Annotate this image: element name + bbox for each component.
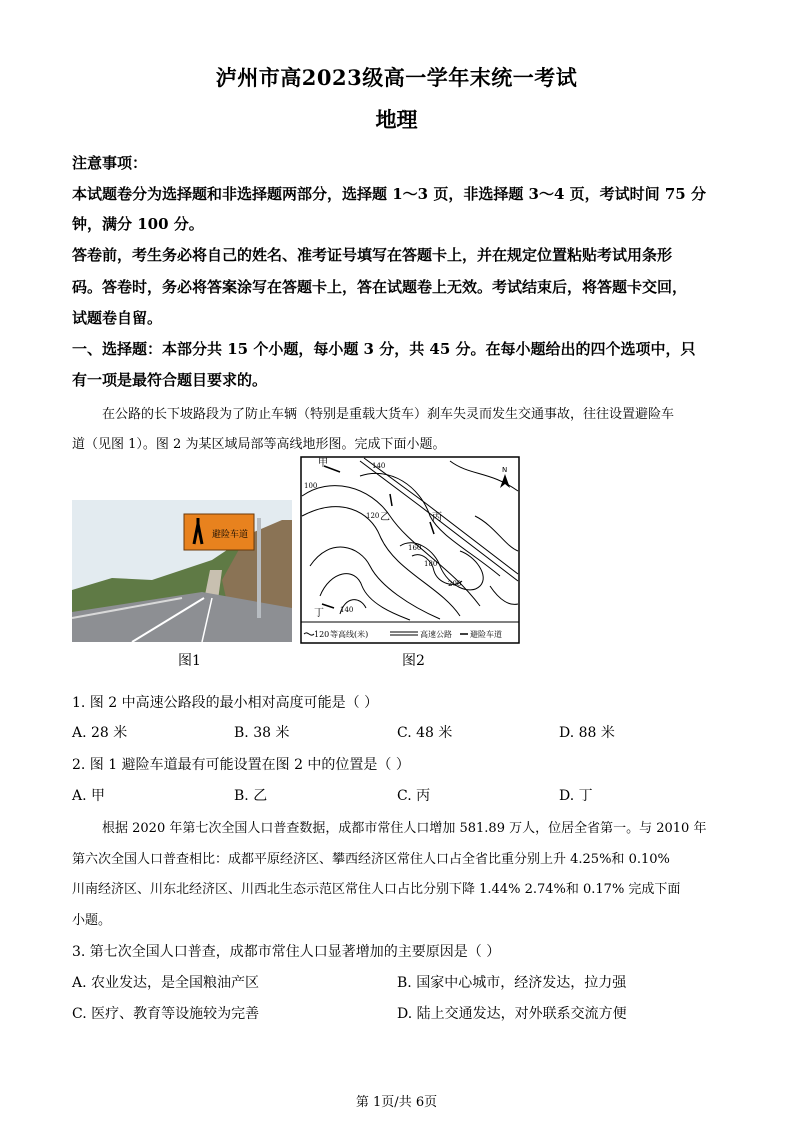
option-b[interactable]: B. 国家中心城市，经济发达，拉力强 [397,975,627,991]
contour-label: 120 [366,512,380,520]
legend-highway: 高速公路 [420,630,452,639]
notice-line: 码。答卷时，务必将答案涂写在答题卡上，答在试题卷上无效。考试结束后，将答题卡交回， [72,278,688,296]
option-d[interactable]: D. 陆上交通发达，对外联系交流方便 [397,1006,627,1022]
passage-line: 小题。 [72,913,112,928]
passage-line: 川南经济区、川东北经济区、川西北生态示范区常住人口占比分别下降 1.44% 2.74%和 0.17% 完成下面 [72,882,681,897]
figure-2-caption: 图2 [402,653,425,669]
contour-label: 140 [340,606,354,614]
notice-line: 钟，满分 100 分。 [72,215,204,233]
passage-line: 道（见图 1）。图 2 为某区域局部等高线地形图。完成下面小题。 [72,437,446,452]
option-c[interactable]: C. 丙 [397,788,431,804]
exam-subject: 地理 [375,107,418,132]
option-c[interactable]: C. 48 米 [397,725,453,741]
notice-line: 本试题卷分为选择题和非选择题两部分，选择题 1～3 页，非选择题 3～4 页，考试时间 75 分 [72,185,706,203]
passage-line: 根据 2020 年第七次全国人口普查数据，成都市常住人口增加 581.89 万人，位居全省第一。与 2010 年 [102,821,707,836]
escape-lane-illustration [72,500,292,642]
figure-1-caption: 图1 [178,653,201,669]
page-number: 第 1页/共 6页 [355,1095,438,1110]
passage-line: 在公路的长下坡路段为了防止车辆（特别是重载大货车）刹车失灵而发生交通事故，往往设置避险车 [102,407,675,422]
figure-1-photo [72,500,292,642]
option-b[interactable]: B. 乙 [234,788,268,804]
option-b[interactable]: B. 38 米 [234,725,290,741]
option-d[interactable]: D. 88 米 [559,725,615,741]
figure-2-contour-map [300,456,520,644]
point-label: 丙 [432,512,442,523]
contour-label: 160 [408,544,422,552]
section-heading: 有一项是最符合题目要求的。 [72,371,268,389]
notice-line: 答卷前，考生务必将自己的姓名、准考证号填写在答题卡上，并在规定位置粘贴考试用条形 [72,246,673,264]
legend-contour-sample: 120 [314,630,330,639]
notice-line: 试题卷自留。 [72,309,163,327]
point-label: 乙 [380,512,390,523]
notice-heading: 注意事项： [72,154,148,172]
question-stem: 3. 第七次全国人口普查，成都市常住人口显著增加的主要原因是（ ） [72,944,501,960]
section-heading: 一、选择题：本部分共 15 个小题，每小题 3 分，共 45 分。在每小题给出的四个选项中，只 [72,340,696,358]
point-label: 甲 [318,458,328,469]
legend-contour: 等高线(米) [330,630,369,639]
contour-label: 200 [448,580,462,588]
option-d[interactable]: D. 丁 [559,788,593,804]
option-a[interactable]: A. 28 米 [72,725,128,741]
question-stem: 1. 图 2 中高速公路段的最小相对高度可能是（ ） [72,695,379,711]
passage-line: 第六次全国人口普查相比：成都平原经济区、攀西经济区常住人口占全省比重分别上升 4.25%和 0.10% [72,852,670,867]
exam-title: 泸州市高2023级高一学年末统一考试 [215,65,578,90]
option-a[interactable]: A. 甲 [72,788,106,804]
sign-text: 避险车道 [212,530,249,540]
point-label: 丁 [314,608,324,619]
contour-map-svg [300,456,520,644]
legend-escape-lane: 避险车道 [470,630,502,639]
contour-label: 100 [304,482,318,490]
option-c[interactable]: C. 医疗、教育等设施较为完善 [72,1006,260,1022]
option-a[interactable]: A. 农业发达，是全国粮油产区 [72,975,260,991]
contour-label: 180 [424,560,438,568]
contour-label: 140 [372,462,386,470]
north-label: N [502,466,508,474]
question-stem: 2. 图 1 避险车道最有可能设置在图 2 中的位置是（ ） [72,757,410,773]
